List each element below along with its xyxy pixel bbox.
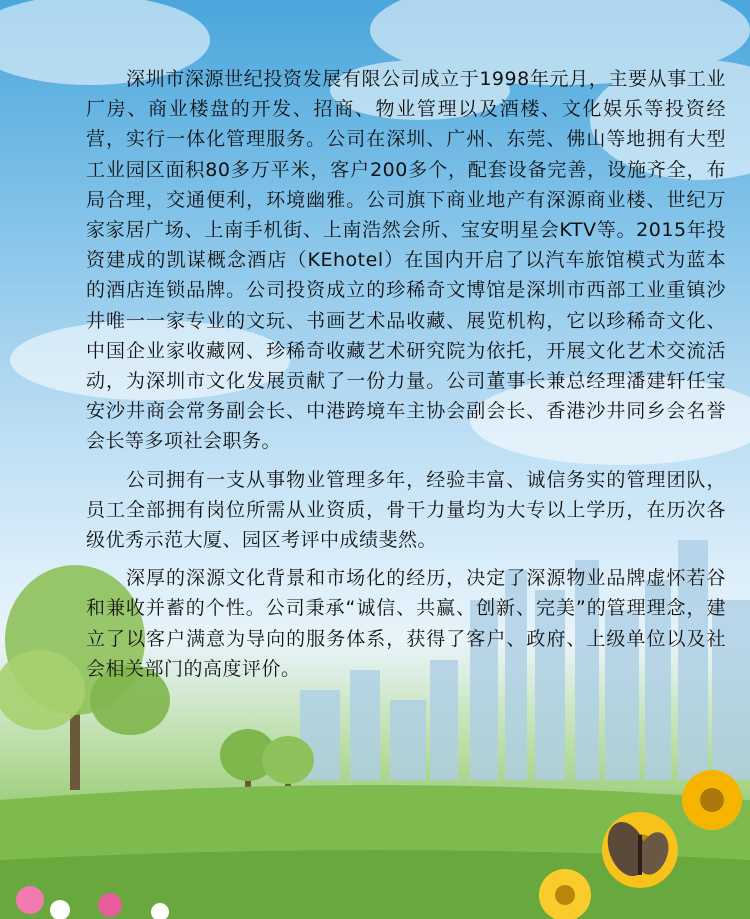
paragraph-brand-philosophy: 深厚的深源文化背景和市场化的经历，决定了深源物业品牌虚怀若谷和兼收并蓄的个性。公司秉承“诚信、共赢、创新、完美”的管理理念，建立了以客户满意为导向的服务体系，获得了客户、政府、上级单位以及社会相关部门的高度评价。 — [86, 567, 726, 680]
paragraph-management-team: 公司拥有一支从事物业管理多年，经验丰富、诚信务实的管理团队，员工全部拥有岗位所需从业资质，骨干力量均为大专以上学历，在历次各级优秀示范大厦、园区考评中成绩斐然。 — [86, 468, 726, 552]
paragraph-company-overview: 深圳市深源世纪投资发展有限公司成立于1998年元月，主要从事工业厂房、商业楼盘的开发、招商、物业管理以及酒楼、文化娱乐等投资经营，实行一体化管理服务。公司在深圳、广州、东莞、佛山等地拥有大型工业园区面积80多万平米，客户200多个，配套设备完善，设施齐全，布局合理，交通便利，环境幽雅。公司旗下商业地产有深源商业楼、世纪万家家居广场、上南手机街、上南浩然会所、宝安明星会KTV等。2015年投资建成的凯谋概念酒店（KEhotel）在国内开启了以汽车旅馆模式为蓝本的酒店连锁品牌。公司投资成立的珍稀奇文博馆是深圳市西部工业重镇沙井唯一一家专业的文玩、书画艺术品收藏、展览机构，它以珍稀奇文化、中国企业家收藏网、珍稀奇收藏艺术研究院为依托，开展文化艺术交流活动，为深圳市文化发展贡献了一份力量。公司董事长兼总经理潘建轩任宝安沙井商会常务副会长、中港跨境车主协会副会长、香港沙井同乡会名誉会长等多项社会职务。 — [86, 68, 726, 453]
company-introduction — [86, 64, 726, 692]
